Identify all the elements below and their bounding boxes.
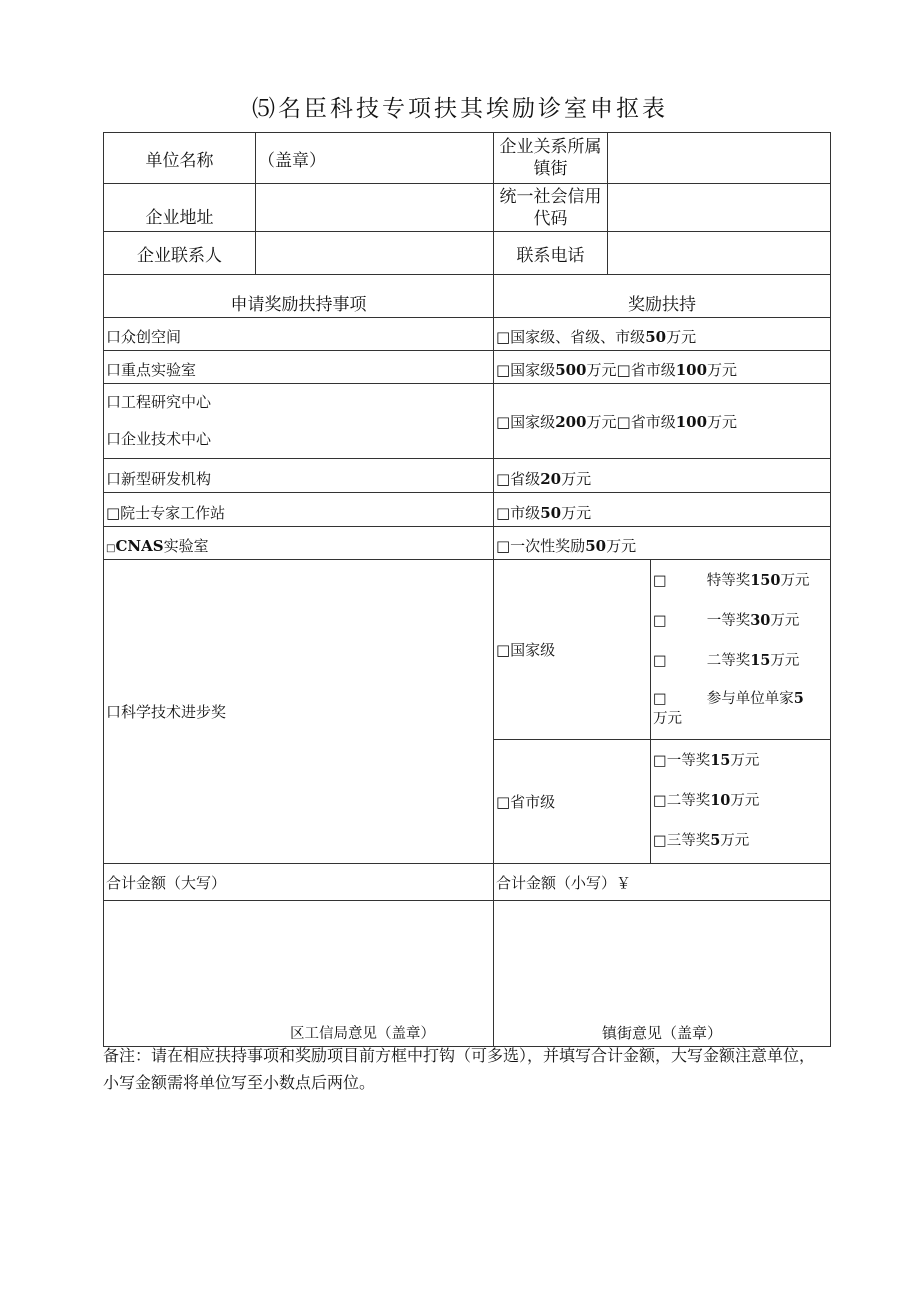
reward-maker-space[interactable]: □国家级、省级、市级50万元 (494, 318, 831, 351)
reward-research-centers[interactable]: □国家级200万元□省市级100万元 (494, 384, 831, 459)
provincial-third-award[interactable]: □三等奖5万元 (653, 832, 750, 849)
sci-provincial-awards (651, 740, 831, 864)
item-new-rnd[interactable]: 口新型研发机构 (104, 459, 494, 493)
address-label: 企业地址 (104, 184, 256, 232)
unit-name-field[interactable] (256, 133, 494, 184)
item-science-progress[interactable]: 口科学技术进步奖 (104, 560, 494, 864)
reward-cnas[interactable]: □一次性奖励50万元 (494, 527, 831, 560)
page-title: ⑸名臣科技专项扶其埃励诊室申抠表 (252, 96, 668, 122)
reward-new-rnd[interactable]: □省级20万元 (494, 459, 831, 493)
reward-academician[interactable]: □市级50万元 (494, 493, 831, 527)
town-opinion-box[interactable] (494, 901, 831, 1047)
unit-name-label: 单位名称 (104, 133, 256, 184)
contact-field[interactable] (256, 232, 494, 275)
total-upper-label[interactable]: 合计金额（大写） (104, 864, 494, 901)
item-academician[interactable]: □院士专家工作站 (104, 493, 494, 527)
town-field[interactable] (608, 133, 831, 184)
seal-label: （盖章） (258, 150, 326, 171)
phone-field[interactable] (608, 232, 831, 275)
credit-code-field[interactable] (608, 184, 831, 232)
national-first-award[interactable]: □ 一等奖30万元 (653, 612, 800, 629)
application-form (103, 132, 831, 1047)
town-opinion-label: 镇街意见（盖章） (601, 1024, 722, 1042)
sci-national-level[interactable]: □国家级 (494, 560, 651, 740)
item-cnas[interactable]: □CNAS实验室 (104, 527, 494, 560)
national-participant-award[interactable]: □ 参与单位单家5 万元 (653, 690, 804, 727)
national-special-award[interactable]: □ 特等奖150万元 (653, 572, 810, 589)
provincial-first-award[interactable]: □一等奖15万元 (653, 752, 760, 769)
phone-label: 联系电话 (494, 232, 608, 275)
item-enterprise-center: 口企业技术中心 (106, 430, 212, 448)
national-second-award[interactable]: □ 二等奖15万元 (653, 652, 800, 669)
provincial-second-award[interactable]: □二等奖10万元 (653, 792, 760, 809)
footnote: 备注：请在相应扶持事项和奖励项目前方框中打钩（可多选），并填写合计金额，大写金额注意单位，小写金额需将单位写至小数点后两位。 (103, 1046, 816, 1092)
item-maker-space[interactable]: 口众创空间 (104, 318, 494, 351)
item-research-centers[interactable] (104, 384, 494, 459)
reward-key-lab[interactable]: □国家级500万元□省市级100万元 (494, 351, 831, 384)
town-label: 企业关系所属镇街 (494, 133, 608, 184)
sci-national-awards (651, 560, 831, 740)
address-field[interactable] (256, 184, 494, 232)
sci-provincial-level[interactable]: □省市级 (494, 740, 651, 864)
contact-label: 企业联系人 (104, 232, 256, 275)
item-engineering-center: 口工程研究中心 (106, 393, 212, 411)
total-lower-label[interactable]: 合计金额（小写）￥ (494, 864, 831, 901)
district-opinion-box[interactable] (104, 901, 494, 1047)
reward-header: 奖励扶持 (494, 275, 831, 318)
item-key-lab[interactable]: 口重点实验室 (104, 351, 494, 384)
district-opinion-label: 区工信局意见（盖章） (290, 1026, 435, 1042)
items-header: 申请奖励扶持事项 (104, 275, 494, 318)
credit-code-label: 统一社会信用代码 (494, 184, 608, 232)
